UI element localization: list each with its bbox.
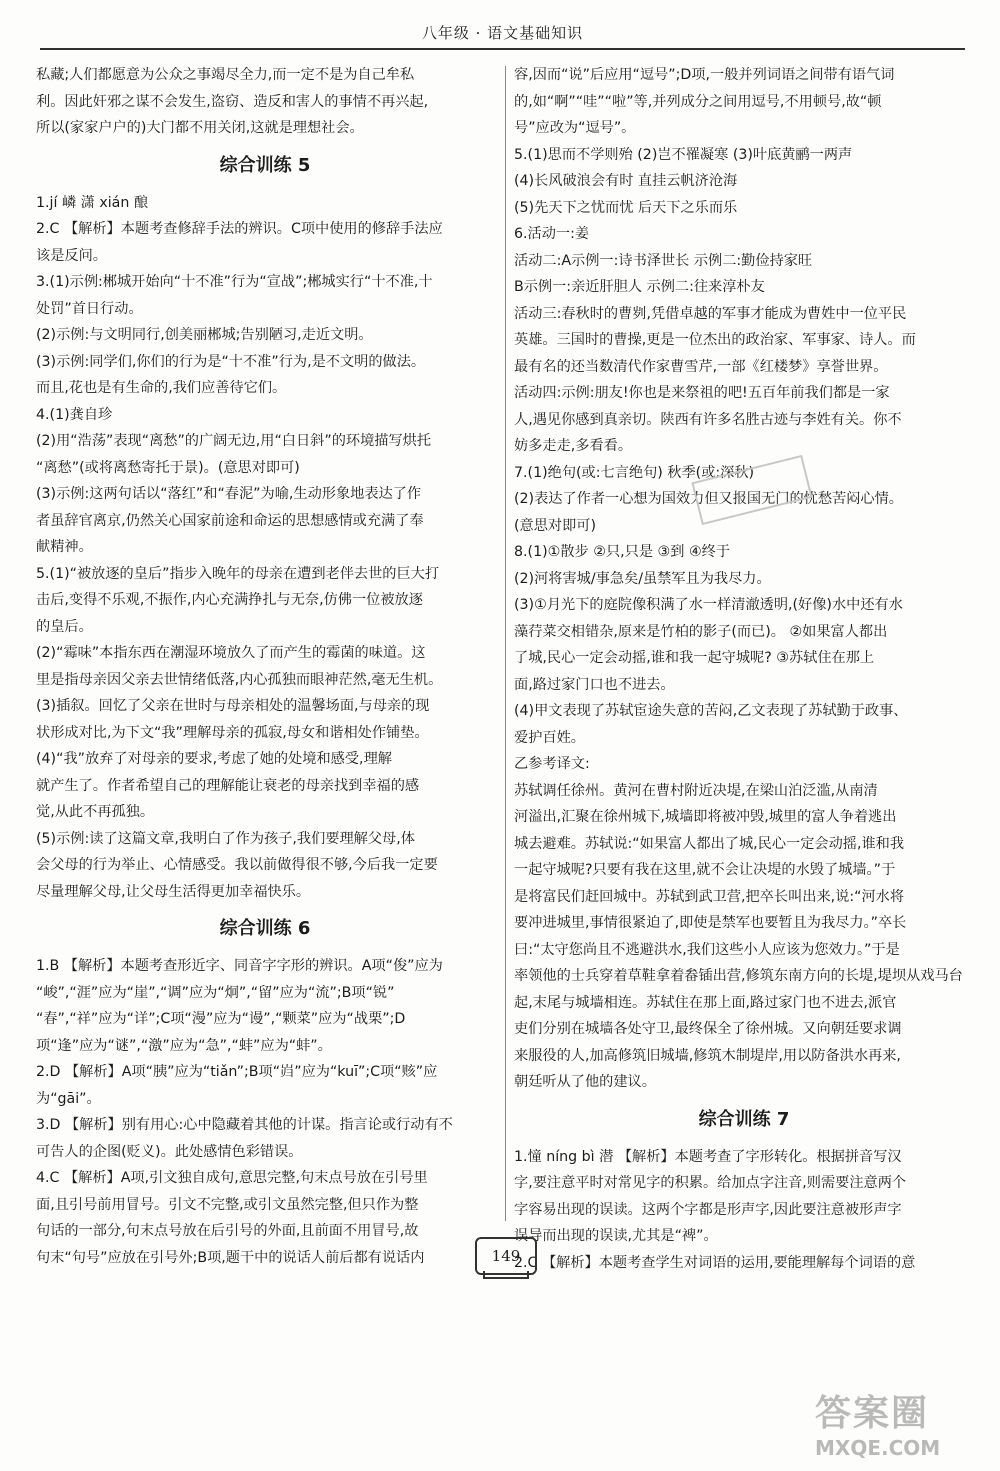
- text-line: “峻”,“涯”应为“崖”,“调”应为“炯”,“留”应为“流”;B项“锐”: [36, 984, 395, 1001]
- text-line: 活动三:春秋时的曹刿,凭借卓越的军事才能成为曹姓中一位平民: [514, 305, 907, 322]
- text-line: 该是反问。: [36, 247, 107, 264]
- text-line: 状形成对比,为下文“我”理解母亲的孤寂,母女和谐相处作铺垫。: [36, 724, 429, 741]
- text-line: 的,如“啊”“哇”“啦”等,并列成分之间用逗号,不用顿号,故“顿: [514, 93, 882, 110]
- text-line: 人,遇见你感到真亲切。陕西有许多名胜古迹与李姓有关。你不: [514, 411, 902, 428]
- text-line: 面,路过家门口也不进去。: [514, 676, 675, 693]
- watermark-domain: MXQE.COM: [815, 1436, 941, 1460]
- text-line: 利。因此奸邪之谋不会发生,盗窃、造反和害人的事情不再兴起,: [36, 93, 429, 110]
- text-line: 曰:“太守您尚且不逃避洪水,我们这些小人应该为您效力。”于是: [514, 941, 900, 958]
- text-line: 3.(1)示例:郴城开始向“十不准”行为“宣战”;郴城实行“十不准,十: [36, 274, 433, 290]
- text-line: 句末“句号”应放在引号外;B项,题干中的说话人前后都有说话内: [36, 1249, 425, 1266]
- text-line: 号”应改为“逗号”。: [514, 120, 636, 136]
- text-line: 河溢出,汇聚在徐州城下,城墙即将被冲毁,城里的富人争着逃出: [514, 809, 897, 825]
- text-line: 最有名的还当数清代作家曹雪芹,一部《红楼梦》享誉世界。: [514, 358, 888, 375]
- text-line: 容,因而“说”后应用“逗号”;D项,一般并列词语之间带有语气词: [514, 67, 895, 83]
- text-line: 1.jí 嶙 潇 xián 酿: [36, 194, 149, 211]
- text-line: (2)表达了作者一心想为国效力但又报国无门的忧愁苦闷心情。: [514, 491, 903, 507]
- text-line: 句话的一部分,句末点号放在后引号的外面,且前面不用冒号,故: [36, 1223, 419, 1239]
- text-line: 活动四:示例:朋友!你也是来祭祖的吧!五百年前我们都是一家: [514, 385, 890, 401]
- text-line: 起,末尾与城墙相连。苏轼住在那上面,路过家门也不进去,派官: [514, 994, 897, 1011]
- text-line: (4)长风破浪会有时 直挂云帆济沧海: [514, 173, 738, 189]
- text-line: (4)“我”放弃了对母亲的要求,考虑了她的处境和感受,理解: [36, 751, 392, 767]
- text-line: (3)示例:同学们,你们的行为是“十不准”行为,是不文明的做法。: [36, 353, 426, 370]
- text-line: 4.C 【解析】A项,引文独自成句,意思完整,句末点号放在引号里: [36, 1170, 428, 1186]
- text-line: 所以(家家户户的)大门都不用关闭,这就是理想社会。: [36, 120, 364, 136]
- text-line: 藻荇菜交相错杂,原来是竹柏的影子(而已)。 ②如果富人都出: [514, 623, 888, 640]
- text-line: 献精神。: [36, 539, 93, 555]
- text-line: 8.(1)①散步 ②只,只是 ③到 ④终于: [514, 544, 731, 560]
- text-line: 里是指母亲因父亲去世情绪低落,内心孤独而眼神茫然,毫无生机。: [36, 671, 443, 688]
- text-line: 项“逢”应为“谜”,“激”应为“急”,“蚌”应为“蚌”。: [36, 1037, 332, 1054]
- text-line: (2)“霉味”本指东西在潮湿环境放久了而产生的霉菌的味道。这: [36, 645, 426, 661]
- text-line: 1.B 【解析】本题考查形近字、同音字字形的辨识。A项“俊”应为: [36, 958, 443, 974]
- text-line: 可告人的企图(贬义)。此处感情色彩错误。: [36, 1143, 303, 1160]
- text-line: 觉,从此不再孤独。: [36, 804, 155, 820]
- text-line: B示例一:亲近肝胆人 示例二:往来淳朴友: [514, 279, 765, 295]
- section-heading: 综合训练 6: [219, 918, 311, 939]
- right-column: [514, 62, 974, 1276]
- text-line: 妨多走走,多看看。: [514, 438, 633, 454]
- watermark: [815, 1392, 990, 1466]
- text-line: 尽量理解父母,让父母生活得更加幸福快乐。: [36, 883, 311, 900]
- text-line: (3)①月光下的庭院像积满了水一样清澈透明,(好像)水中还有水: [514, 597, 903, 613]
- text-line: 5.(1)“被放逐的皇后”指步入晚年的母亲在遭到老伴去世的巨大打: [36, 565, 440, 582]
- page-number: 149: [491, 1247, 521, 1265]
- section-heading: 综合训练 5: [219, 154, 311, 176]
- text-line: 击后,变得不乐观,不振作,内心充满挣扎与无奈,仿佛一位被放逐: [36, 592, 423, 608]
- text-line: 爱护百姓。: [514, 729, 585, 746]
- text-line: 是将富民们赶回城中。苏轼到武卫营,把卒长叫出来,说:“河水将: [514, 888, 905, 905]
- text-line: 6.活动一:姜: [514, 226, 590, 242]
- text-line: (2)用“浩荡”表现“离愁”的广阔无边,用“白日斜”的环境描写烘托: [36, 433, 432, 449]
- text-line: “春”,“祥”应为“详”;C项“漫”应为“谩”,“颗菜”应为“战栗”;D: [36, 1011, 406, 1027]
- text-line: 了城,民心一定会动摇,谁和我一起守城呢? ③苏轼住在那上: [514, 650, 875, 666]
- text-line: 5.(1)思而不学则殆 (2)岂不罹凝寒 (3)叶底黄鹂一两声: [514, 146, 853, 163]
- text-line: 朝廷听从了他的建议。: [514, 1074, 656, 1090]
- text-line: 吏们分别在城墙各处守卫,最终保全了徐州城。又向朝廷要求调: [514, 1021, 902, 1037]
- text-line: 乙参考译文:: [514, 756, 590, 772]
- column-divider: [505, 66, 506, 1221]
- left-column: [36, 62, 494, 1271]
- text-line: (2)河将害城/事急矣/虽禁军且为我尽力。: [514, 570, 771, 587]
- section-heading: 综合训练 7: [698, 1108, 790, 1130]
- text-line: 活动二:A示例一:诗书泽世长 示例二:勤俭持家旺: [514, 252, 813, 269]
- text-line: 字容易出现的误读。这两个字都是形声字,因此要注意被形声字: [514, 1201, 902, 1218]
- text-line: 会父母的行为举止、心情感受。我以前做得很不够,今后我一定要: [36, 857, 438, 873]
- text-line: 面,且引号前用冒号。引文不完整,或引文虽然完整,但只作为整: [36, 1196, 419, 1213]
- text-line: 私藏;人们都愿意为公众之事竭尽全力,而一定不是为自己牟私: [36, 67, 415, 83]
- text-line: 而且,花也是有生命的,我们应善待它们。: [36, 380, 287, 396]
- text-line: (3)插叙。回忆了父亲在世时与母亲相处的温馨场面,与母亲的现: [36, 698, 430, 714]
- page-number-badge: [475, 1237, 537, 1275]
- text-line: 来服役的人,加高修筑旧城墙,修筑木制堤岸,用以防备洪水再来,: [514, 1047, 901, 1064]
- text-line: (4)甲文表现了苏轼宦途失意的苦闷,乙文表现了苏轼勤于政事、: [514, 703, 908, 719]
- page-header: [40, 8, 965, 50]
- watermark-logo: 答案圈: [815, 1393, 930, 1434]
- text-line: 4.(1)龚自珍: [36, 406, 113, 423]
- text-line: 率领他的士兵穿着草鞋拿着畚锸出营,修筑东南方向的长堤,堤坝从戏马台: [514, 968, 963, 984]
- text-line: 2.C 【解析】本题考查学生对词语的运用,要能理解每个词语的意: [514, 1254, 916, 1271]
- text-line: 一起守城呢?只要有我在这里,就不会让决堤的水毁了城墙。”于: [514, 862, 896, 878]
- text-line: 英雄。三国时的曹操,更是一位杰出的政治家、军事家、诗人。而: [514, 332, 916, 348]
- text-line: 苏轼调任徐州。黄河在曹村附近决堤,在梁山泊泛滥,从南清: [514, 782, 878, 799]
- text-line: 要冲进城里,事情很紧迫了,即使是禁军也要暂且为我尽力。”卒长: [514, 915, 907, 931]
- text-line: 3.D 【解析】别有用心:心中隐藏着其他的计谋。指言论或行动有不: [36, 1117, 453, 1133]
- text-line: 就产生了。作者希望自己的理解能让衰老的母亲找到幸福的感: [36, 777, 420, 794]
- text-line: 者虽辞官离京,仍然关心国家前途和命运的思想感情或充满了奉: [36, 512, 424, 529]
- text-line: 处罚”首日行动。: [36, 300, 143, 317]
- text-line: 城去避难。苏轼说:“如果富人都出了城,民心一定会动摇,谁和我: [514, 835, 905, 852]
- text-line: 2.D 【解析】A项“胰”应为“tiǎn”;B项“岿”应为“kuī”;C项“赅”应: [36, 1064, 438, 1080]
- text-line: (5)示例:读了这篇文章,我明白了作为孩子,我们要理解父母,体: [36, 830, 415, 847]
- text-line: (意思对即可): [514, 517, 597, 534]
- text-line: (3)示例:这两句话以“落红”和“春泥”为喻,生动形象地表达了作: [36, 486, 422, 502]
- text-line: (2)示例:与文明同行,创美丽郴城;告别陋习,走近文明。: [36, 327, 373, 343]
- text-line: 2.C 【解析】本题考查修辞手法的辨识。C项中使用的修辞手法应: [36, 221, 443, 237]
- text-line: 字,要注意平时对常见字的积累。给加点字注音,则需要注意两个: [514, 1175, 907, 1191]
- text-line: (5)先天下之忧而忧 后天下之乐而乐: [514, 199, 738, 216]
- text-line: 7.(1)绝句(或:七言绝句) 秋季(或:深秋): [514, 464, 755, 481]
- text-line: 为“gāi”。: [36, 1090, 101, 1107]
- header-title: 八年级 · 语文基础知识: [421, 24, 584, 42]
- text-line: 的皇后。: [36, 618, 93, 635]
- book-icon: [483, 1271, 529, 1279]
- text-line: 误导而出现的误读,尤其是“裨”。: [514, 1228, 718, 1244]
- text-line: 1.憧 níng bì 潜 【解析】本题考查了字形转化。根据拼音写汉: [514, 1148, 902, 1165]
- text-line: “离愁”(或将离愁寄托于景)。(意思对即可): [36, 459, 300, 476]
